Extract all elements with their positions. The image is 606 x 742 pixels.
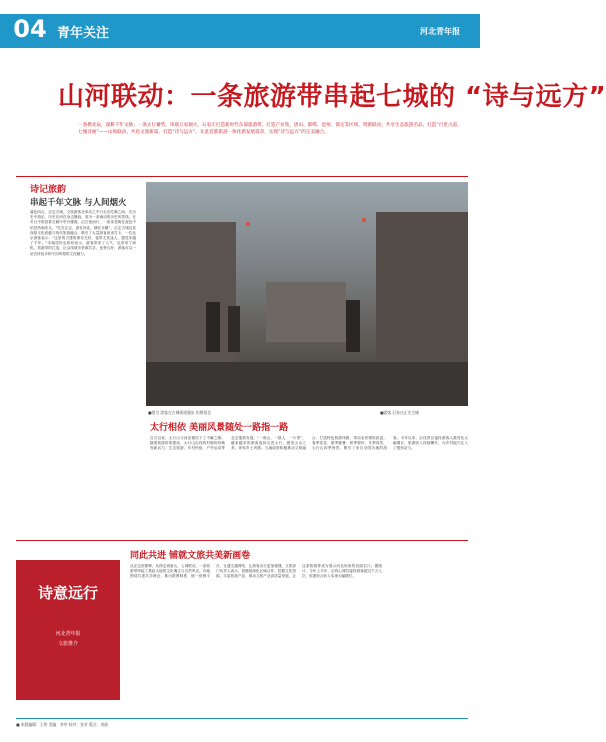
- advert-block: [16, 560, 120, 700]
- article-two-body: 从正定到邯郸，从保定到唐山，七城联动，一条旅游带串起了燕赵大地的文化瑰宝与自然风光。各地围绕共建共享理念，推出联票制度、统一营销平台、互通交通网络，让游客出行更加便捷。文旅部门负责人表示，将继续深化区域合作，挖掘文化资源，丰富旅游产品，推动文旅产业高质量发展，让这条旅游带成为展示河北形象的亮丽名片。据统计，今年上半年，沿线七城共接待游客超过千万人次，旅游综合收入实现大幅增长。: [130, 564, 382, 579]
- divider: [16, 176, 468, 177]
- headline: 山河联动：一条旅游带串起七城的 “诗与远方”: [58, 82, 606, 112]
- subhead: 一条携北辰，深耕千年文脉；一条太行蓄势，串联万家烟火。石家庄打造新时代东部旅游带，打造产业集，唐山、邯郸、沧州、保定等区域，资源联动，共享生态旅游名品，打造“百里古道、七城诗画”——山海联动，共赴文旅新篇，打造“诗与远方”。在此首都旅游一体化新发展篇章，实现“诗与远方”的完美融合。: [78, 123, 462, 135]
- divider-two: [16, 540, 468, 541]
- footer-credits: ■ 本版编辑：王明 美编：李华 校对：张芳 版式：刘丽: [16, 722, 108, 727]
- advert-line-2: 文旅推介: [57, 641, 78, 647]
- newspaper-logo: 河北青年报: [420, 27, 460, 36]
- footer-divider: [16, 718, 468, 719]
- left-column-body: 暮色四合，正定古城，文旅游客在率坊之中行走在吃喝之间，在历史中游乐，历史长河在身边静淌，成为一条流动的历史风景线。在冬日中欣赏着长廊中亭台楼阁，沿古巷而行，一条条老街在夜色中依旧热闹非凡。“吃在正定，游在河北，嗨在京畿”，正定古城以其深厚文化底蕴与现代旅游融合，吸引了大量游客前来打卡。一位北京游客表示：“这里的古建筑保存完好，夜景尤其迷人，感觉穿越了千年。”本地居民也纷纷表示，游客带来了人气，也带来了商机。旅游带的打造，让沿线城市资源共享，优势互补，游客可以一站式体验多种不同风格的文化魅力。: [30, 210, 136, 256]
- photo-caption-left: ■图为 游客在古城街道漫步 拍照留念: [148, 410, 211, 415]
- advert-line-1: 河北青年报: [55, 631, 81, 637]
- article-one-title: 太行相依 美丽风景随处一路指一路: [150, 423, 289, 433]
- section-title: 青年关注: [57, 26, 110, 41]
- article-two-title: 同此共进 铺就文旅共美新画卷: [130, 551, 251, 561]
- page-number: 04: [4, 14, 56, 44]
- street-photo: [146, 182, 468, 406]
- article-one-body: 自古以来，太行山与河北便结下了不解之缘。随着旅游带的建设，太行山沿线的村镇纷纷焕发新活力，生态旅游、乡村民宿、户外运动等业态蓬勃发展。“一座山，一群人，一片景”，越来越多的游客选择走进太行，感受山水之美，体验乡土风情。当地政府积极推动文旅融合，打造特色旅游线路，带动农民增收致富。春季赏花、夏季避暑、秋季观叶、冬季戏雪，太行山四季皆景，吸引了来自全国各地的游客。今年以来，沿线景区接待游客人数同比大幅增长，旅游收入持续攀升，为乡村振兴注入了强劲动力。: [150, 436, 468, 451]
- left-column-title: 串起千年文脉 与人间烟火: [30, 198, 127, 208]
- photo-caption-right: ■游客 石家庄正定古城: [380, 410, 419, 415]
- advert-title: 诗意远行: [37, 584, 98, 602]
- left-column-label: 诗记旅韵: [30, 185, 67, 195]
